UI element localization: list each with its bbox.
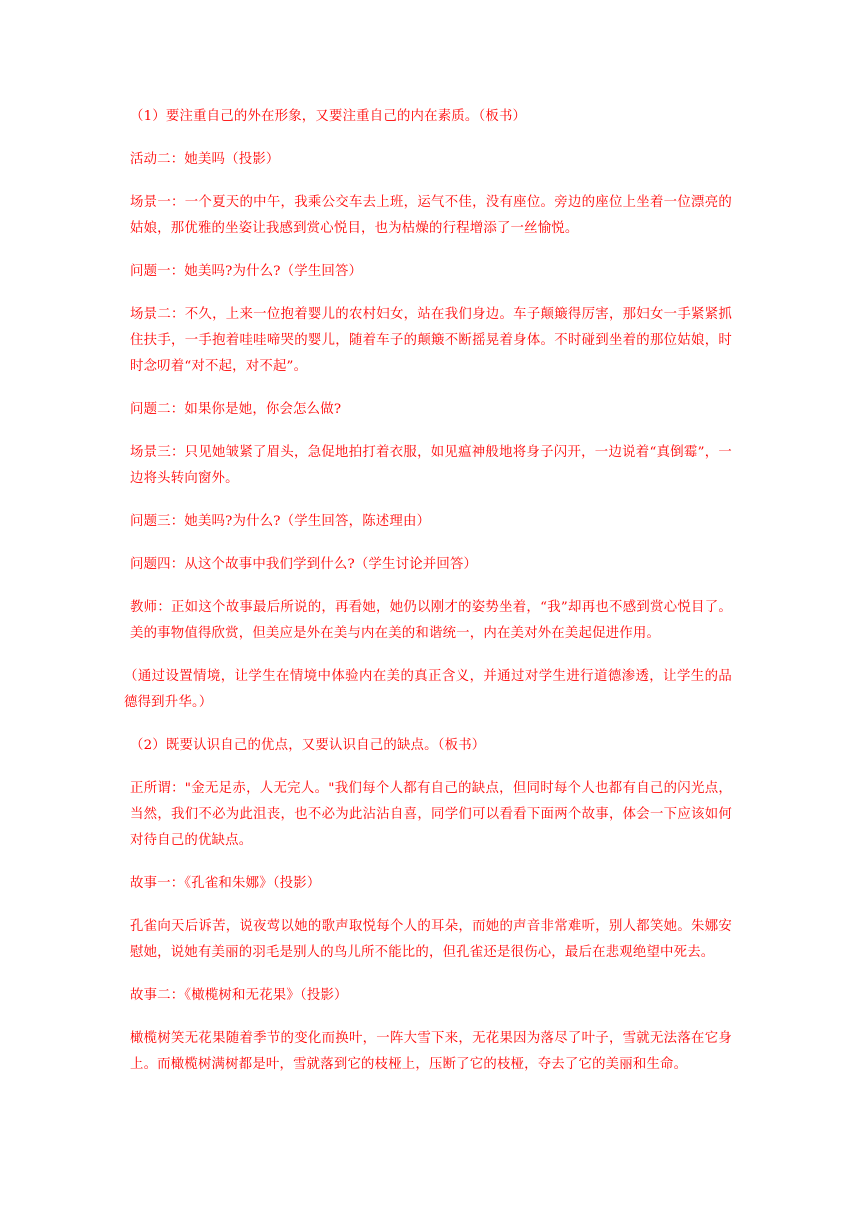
paragraph-story-two-text: 橄榄树笑无花果随着季节的变化而换叶，一阵大雪下来，无花果因为落尽了叶子，雪就无法落在它身上。而橄榄树满树都是叶，雪就落到它的枝桠上，压断了它的枝桠，夺去了它的美丽和生命。 <box>130 1031 732 1072</box>
paragraph-design-note: （通过设置情境，让学生在情境中体验内在美的真正含义，并通过对学生进行道德渗透，让学生的品德得到升华。） <box>124 669 732 710</box>
paragraph-saying: 正所谓："金无足赤，人无完人。"我们每个人都有自己的缺点，但同时每个人也都有自己的闪光点，当然，我们不必为此沮丧，也不必为此沾沾自喜，同学们可以看看下面两个故事，体会一下应该如何对待自己的优缺点。 <box>130 781 732 848</box>
paragraph-question-four: 问题四：从这个故事中我们学到什么?（学生讨论并回答） <box>130 557 478 572</box>
paragraph-question-one: 问题一：她美吗?为什么?（学生回答） <box>130 264 363 279</box>
paragraph-story-two-title: 故事二：《橄榄树和无花果》（投影） <box>130 988 348 1003</box>
paragraph-board-note-2: （2）既要认识自己的优点，又要认识自己的缺点。（板书） <box>130 738 486 753</box>
paragraph-scene-two: 场景二：不久，上来一位抱着婴儿的农村妇女，站在我们身边。车子颠簸得厉害，那妇女一手紧紧抓住扶手，一手抱着哇哇啼哭的婴儿，随着车子的颠簸不断摇晃着身体。不时碰到坐着的那位姑娘，时时念叨着“对不起，对不起”。 <box>130 307 732 374</box>
paragraph-activity-two: 活动二：她美吗（投影） <box>130 152 280 167</box>
paragraph-story-one-title: 故事一：《孔雀和朱娜》（投影） <box>130 876 321 891</box>
paragraph-story-one-text: 孔雀向天后诉苦，说夜莺以她的歌声取悦每个人的耳朵，而她的声音非常难听，别人都笑她。朱娜安慰她，说她有美丽的羽毛是别人的鸟儿所不能比的，但孔雀还是很伤心，最后在悲观绝望中死去。 <box>130 919 732 960</box>
paragraph-question-two: 问题二：如果你是她，你会怎么做? <box>130 402 342 417</box>
document-body <box>124 104 732 1095</box>
paragraph-board-note-1: （1）要注重自己的外在形象，又要注重自己的内在素质。（板书） <box>130 109 527 124</box>
paragraph-teacher: 教师：正如这个故事最后所说的，再看她，她仍以刚才的姿势坐着，“我”却再也不感到赏心悦目了。美的事物值得欣赏，但美应是外在美与内在美的和谐统一，内在美对外在美起促进作用。 <box>130 600 732 641</box>
paragraph-scene-three: 场景三：只见她皱紧了眉头，急促地拍打着衣服，如见瘟神般地将身子闪开，一边说着“真倒霉”，一边将头转向窗外。 <box>130 445 732 486</box>
paragraph-question-three: 问题三：她美吗?为什么?（学生回答，陈述理由） <box>130 514 431 529</box>
paragraph-scene-one: 场景一：一个夏天的中午，我乘公交车去上班，运气不佳，没有座位。旁边的座位上坐着一位漂亮的姑娘，那优雅的坐姿让我感到赏心悦目，也为枯燥的行程增添了一丝愉悦。 <box>130 195 732 236</box>
